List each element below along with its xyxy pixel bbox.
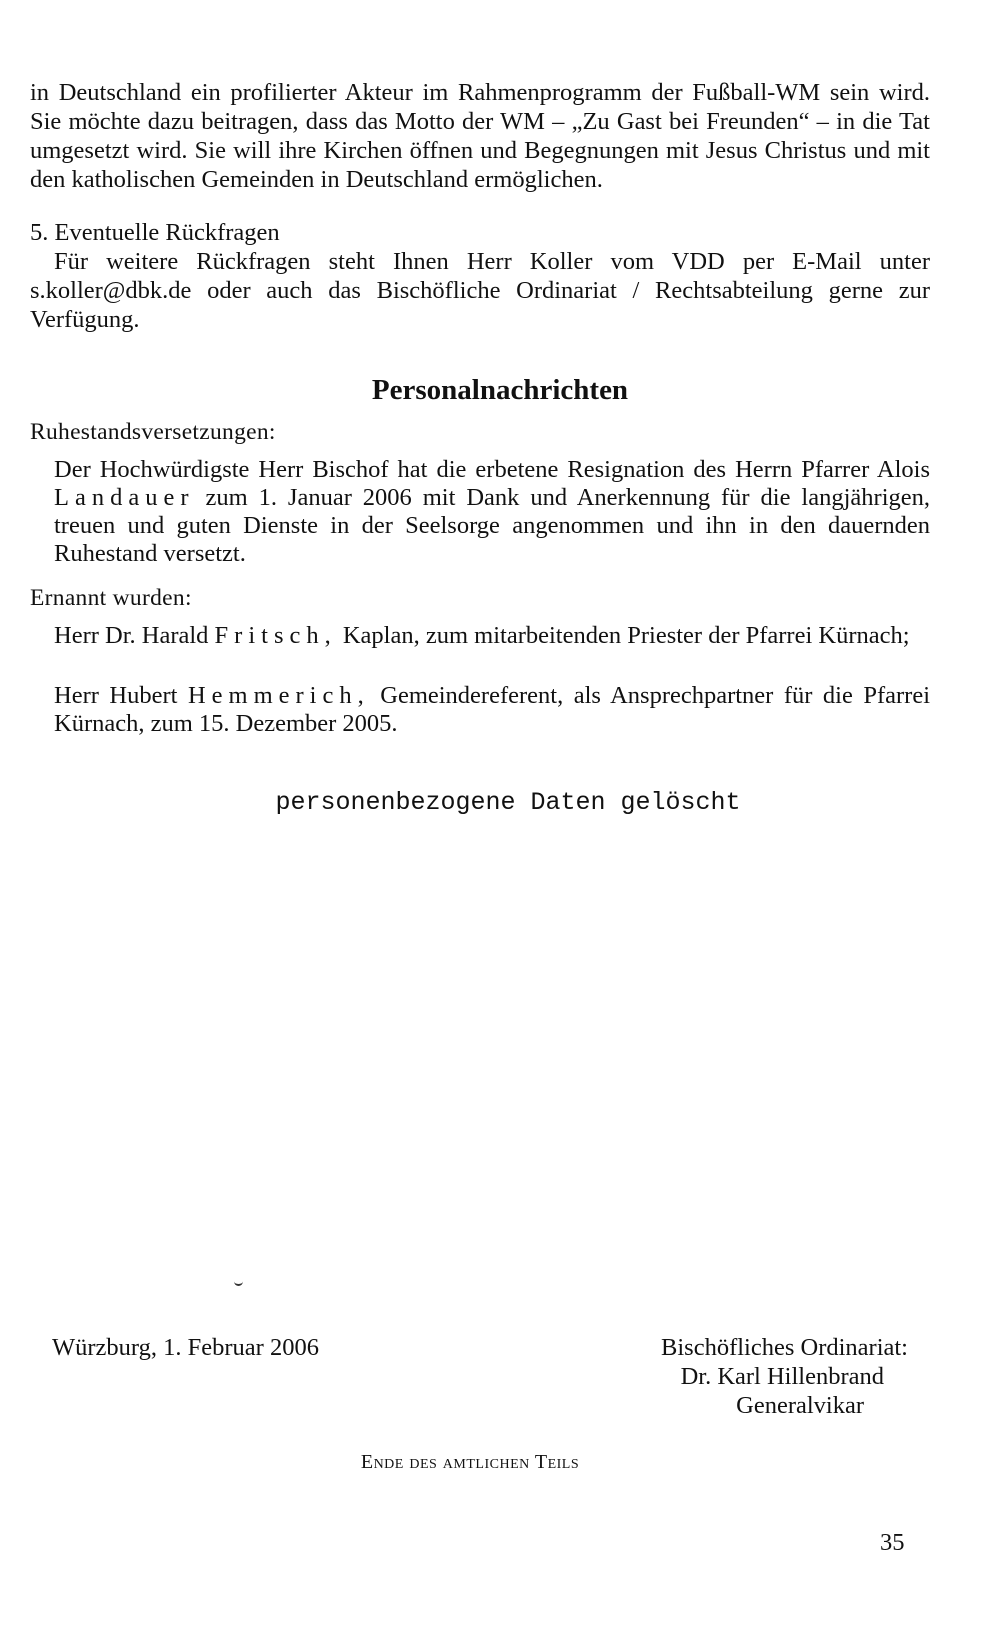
retirement-text-after: zum 1. Januar 2006 mit Dank und Anerkennung für die langjährigen, treuen und guten Dienste in der Seelsorge angenommen und ihn in den dauernden Ruhestand versetzt.	[54, 484, 931, 567]
signature-role: Generalvikar	[736, 1392, 864, 1419]
appointment-prefix: Herr Dr. Harald	[54, 622, 209, 649]
redaction-note: personenbezogene Daten gelöscht	[275, 788, 741, 817]
appointment-details: Gemeindereferent, als Ansprechpartner für die Pfarrei Kürnach, zum 15. Dezember 2005.	[54, 682, 931, 737]
closing-line: Ende des amtlichen Teils	[360, 1451, 580, 1473]
appointment-item	[54, 622, 930, 650]
retirement-paragraph	[54, 456, 930, 568]
page-number: 35	[880, 1529, 905, 1556]
appointee-name: Hemmerich,	[187, 682, 370, 709]
appointments-label: Ernannt wurden:	[30, 585, 192, 611]
retired-person-name: Landauer	[54, 484, 195, 511]
appointee-name: Fritsch,	[214, 622, 337, 649]
signature-block	[661, 1333, 908, 1420]
signature-office: Bischöfliches Ordinariat:	[661, 1334, 908, 1361]
place-date: Würzburg, 1. Februar 2006	[52, 1334, 319, 1361]
appointment-item	[54, 682, 930, 738]
intro-paragraph: in Deutschland ein profilierter Akteur im Rahmenprogramm der Fußball-WM sein wird. Sie möchte dazu beitragen, dass das Motto der WM – „Zu Gast bei Freunden“ – in die Tat umgesetzt wird. Sie will ihre Kirchen öffnen und Begegnungen mit Jesus Christus und mit den katholischen Gemeinden in Deutschland ermöglichen.	[30, 79, 930, 193]
retirement-label: Ruhestandsversetzungen:	[30, 419, 276, 445]
appointment-details: Kaplan, zum mitarbeitenden Priester der Pfarrei Kürnach;	[342, 622, 910, 649]
scan-mark	[234, 1281, 243, 1286]
section-5-body: Für weitere Rückfragen steht Ihnen Herr Koller vom VDD per E-Mail unter s.koller@dbk.de oder auch das Bischöfliche Ordinariat / Rechtsabteilung gerne zur Verfügung.	[30, 248, 930, 333]
retirement-text-before: Der Hochwürdigste Herr Bischof hat die erbetene Resignation des Herrn Pfarrer Alois	[54, 456, 930, 483]
section-5-heading: 5. Eventuelle Rückfragen	[30, 219, 280, 246]
page-title: Personalnachrichten	[371, 374, 629, 406]
signature-name: Dr. Karl Hillenbrand	[680, 1363, 884, 1390]
appointment-prefix: Herr Hubert	[54, 682, 178, 709]
